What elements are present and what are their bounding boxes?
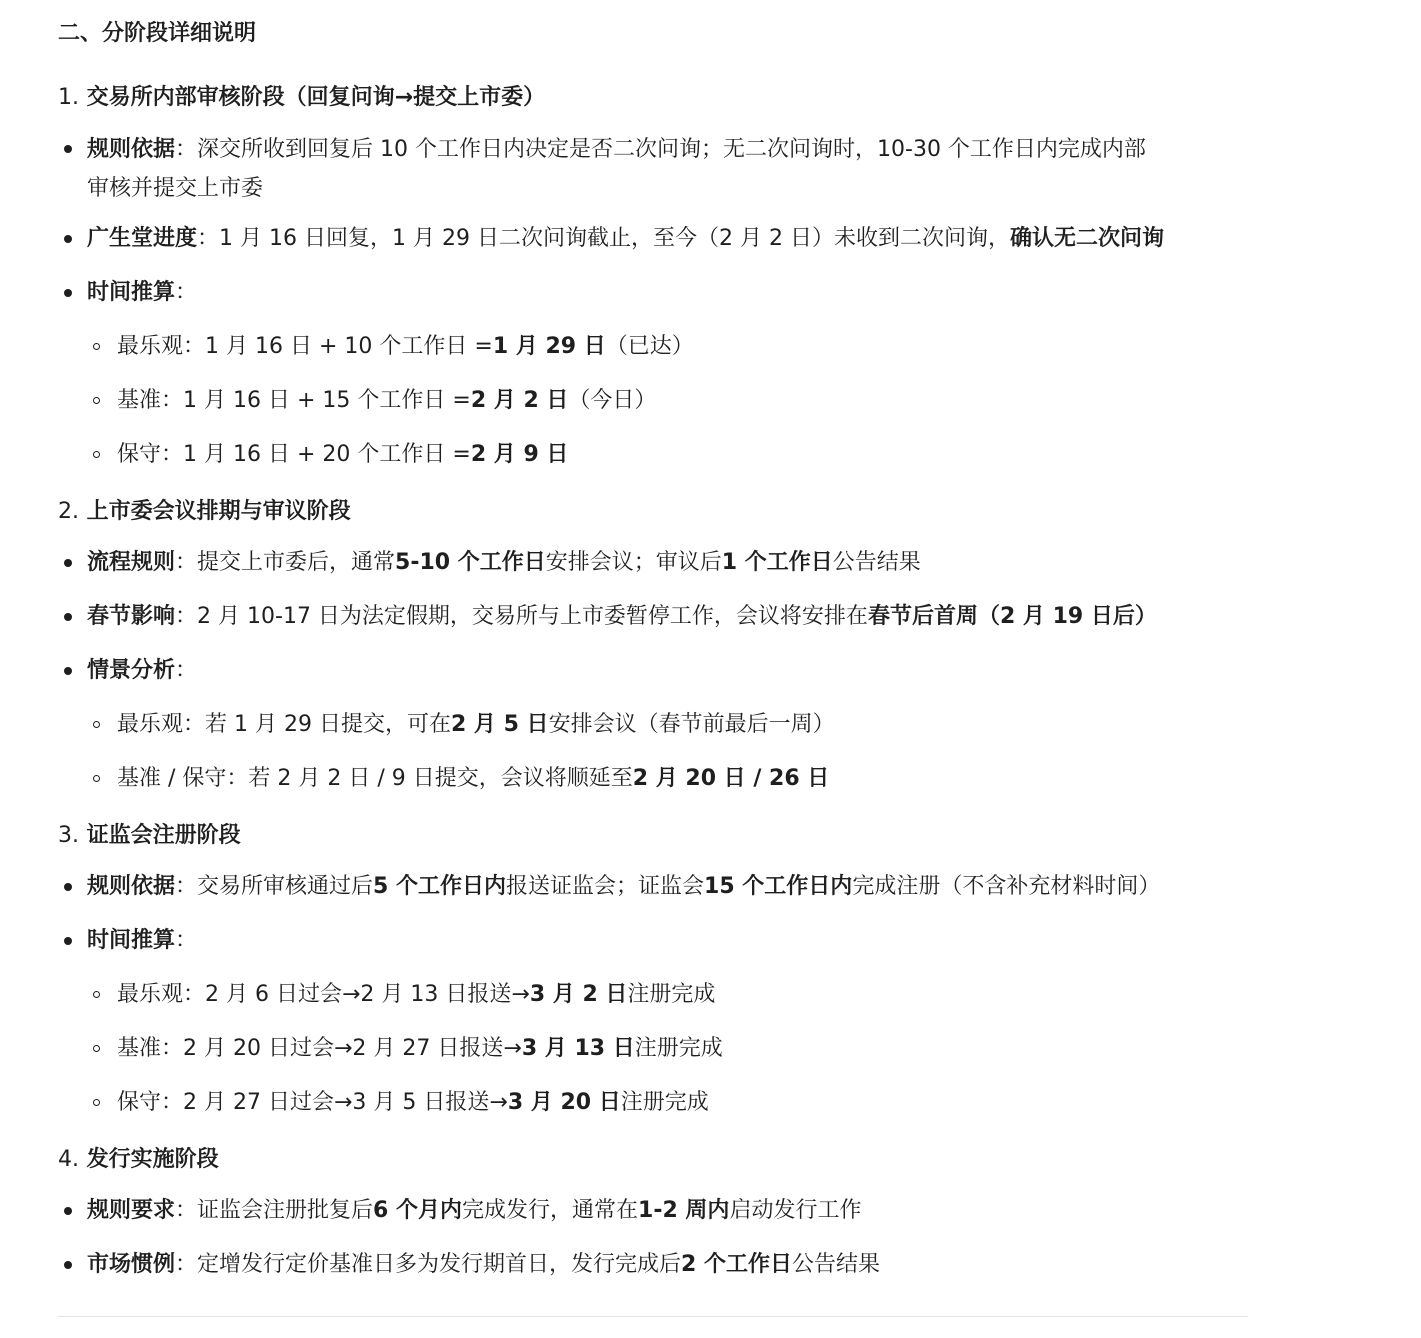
item-emphasis: 1-2 周内 [638,1198,730,1223]
list-item [58,1192,1248,1230]
stage-3 [58,818,1248,1122]
label-separator: ： [175,604,198,629]
stage-title [58,494,1248,530]
item-emphasis: 5-10 个工作日 [395,550,546,575]
stage-number: 2. [58,499,79,524]
list-item [58,130,1248,208]
label-separator: ： [175,928,198,953]
label-separator: ： [175,137,198,162]
item-emphasis: 2 个工作日 [681,1252,793,1277]
item-text: 交易所审核通过后 [197,874,374,899]
item-emphasis: 确认无二次问询 [1009,226,1164,251]
item-text: 公告结果 [832,550,921,575]
sub-item [58,760,1248,798]
item-text: 启动发行工作 [729,1198,862,1223]
label-separator: ： [197,226,220,251]
sub-list [58,328,1248,474]
item-text: 证监会注册批复后 [197,1198,374,1223]
stage-number: 1. [58,85,79,110]
stage-2 [58,494,1248,798]
stage-list [58,1192,1248,1284]
sub-text-tail: 注册完成 [627,982,716,1007]
stage-1 [58,80,1248,474]
list-item [58,868,1248,906]
item-label: 时间推算 [87,928,176,953]
sub-item [58,436,1248,474]
stage-list [58,544,1248,690]
item-text-continued: 审核并提交上市委 [87,176,264,201]
item-label: 规则依据 [87,874,176,899]
stage-name: 上市委会议排期与审议阶段 [86,499,351,524]
list-item [58,1246,1248,1284]
item-text: 提交上市委后，通常 [197,550,396,575]
sub-item [58,382,1248,420]
sub-text-tail: 安排会议（春节前最后一周） [548,712,835,737]
stage-title [58,80,1248,116]
sub-text: 基准：2 月 20 日过会→2 月 27 日报送→ [117,1036,522,1061]
sub-text: 保守：1 月 16 日 + 20 个工作日 = [117,442,471,467]
sub-item [58,328,1248,366]
list-item [58,544,1248,582]
item-label: 规则依据 [87,137,176,162]
label-separator: ： [175,874,198,899]
stage-number: 4. [58,1147,79,1172]
section-title: 二、分阶段详细说明 [58,21,257,46]
item-text: 安排会议；审议后 [545,550,722,575]
item-text: 公告结果 [792,1252,881,1277]
sub-text: 最乐观：2 月 6 日过会→2 月 13 日报送→ [117,982,530,1007]
label-separator: ： [175,280,198,305]
sub-emphasis: 2 月 9 日 [470,442,569,467]
sub-emphasis: 2 月 20 日 / 26 日 [632,766,830,791]
item-text: 完成发行，通常在 [462,1198,639,1223]
item-emphasis: 6 个月内 [373,1198,463,1223]
label-separator: ： [175,658,198,683]
stage-list [58,868,1248,960]
document-body [58,0,1248,1284]
stage-name: 证监会注册阶段 [86,823,241,848]
item-emphasis: 5 个工作日内 [373,874,507,899]
label-separator: ： [175,1198,198,1223]
sub-item [58,1030,1248,1068]
stage-name: 发行实施阶段 [86,1147,219,1172]
item-label: 情景分析 [87,658,176,683]
sub-text: 最乐观：1 月 16 日 + 10 个工作日 = [117,334,493,359]
item-text: 报送证监会；证监会 [506,874,705,899]
item-text: 2 月 10-17 日为法定假期，交易所与上市委暂停工作，会议将安排在 [197,604,868,629]
item-emphasis: 15 个工作日内 [704,874,853,899]
item-text: 定增发行定价基准日多为发行期首日，发行完成后 [197,1252,682,1277]
item-label: 市场惯例 [87,1252,176,1277]
list-item [58,598,1248,636]
item-label: 广生堂进度 [87,226,198,251]
sub-text-tail: 注册完成 [620,1090,709,1115]
item-label: 时间推算 [87,280,176,305]
sub-item [58,706,1248,744]
sub-text-tail: 注册完成 [634,1036,723,1061]
sub-text: 最乐观：若 1 月 29 日提交，可在 [117,712,451,737]
sub-item [58,1084,1248,1122]
list-item [58,652,1248,690]
item-label: 春节影响 [87,604,176,629]
sub-emphasis: 2 月 2 日 [470,388,569,413]
label-separator: ： [175,1252,198,1277]
item-emphasis: 春节后首周（2 月 19 日后） [867,604,1157,629]
item-text: 完成注册（不含补充材料时间） [852,874,1161,899]
stage-title [58,818,1248,854]
list-item [58,922,1248,960]
sub-text: 基准：1 月 16 日 + 15 个工作日 = [117,388,471,413]
stage-number: 3. [58,823,79,848]
sub-list [58,706,1248,798]
sub-text: 保守：2 月 27 日过会→3 月 5 日报送→ [117,1090,508,1115]
item-text: 1 月 16 日回复，1 月 29 日二次问询截止，至今（2 月 2 日）未收到二次问询， [219,226,1010,251]
sub-text: 基准 / 保守：若 2 月 2 日 / 9 日提交，会议将顺延至 [117,766,633,791]
item-text: 深交所收到回复后 10 个工作日内决定是否二次问询；无二次问询时，10-30 个工作日内完成内部 [197,137,1146,162]
list-item [58,274,1248,312]
sub-list [58,976,1248,1122]
stage-title [58,1142,1248,1178]
stage-name: 交易所内部审核阶段（回复问询→提交上市委） [86,85,546,110]
sub-emphasis: 3 月 2 日 [529,982,628,1007]
item-label: 规则要求 [87,1198,176,1223]
sub-text-tail: （今日） [568,388,657,413]
sub-emphasis: 1 月 29 日 [492,334,606,359]
list-item [58,220,1248,258]
label-separator: ： [175,550,198,575]
item-emphasis: 1 个工作日 [721,550,833,575]
item-label: 流程规则 [87,550,176,575]
sub-emphasis: 2 月 5 日 [450,712,549,737]
sub-text-tail: （已达） [605,334,694,359]
sub-emphasis: 3 月 13 日 [521,1036,635,1061]
stage-4 [58,1142,1248,1284]
sub-item [58,976,1248,1014]
stage-list [58,130,1248,312]
sub-emphasis: 3 月 20 日 [507,1090,621,1115]
bottom-divider [58,1316,1248,1317]
